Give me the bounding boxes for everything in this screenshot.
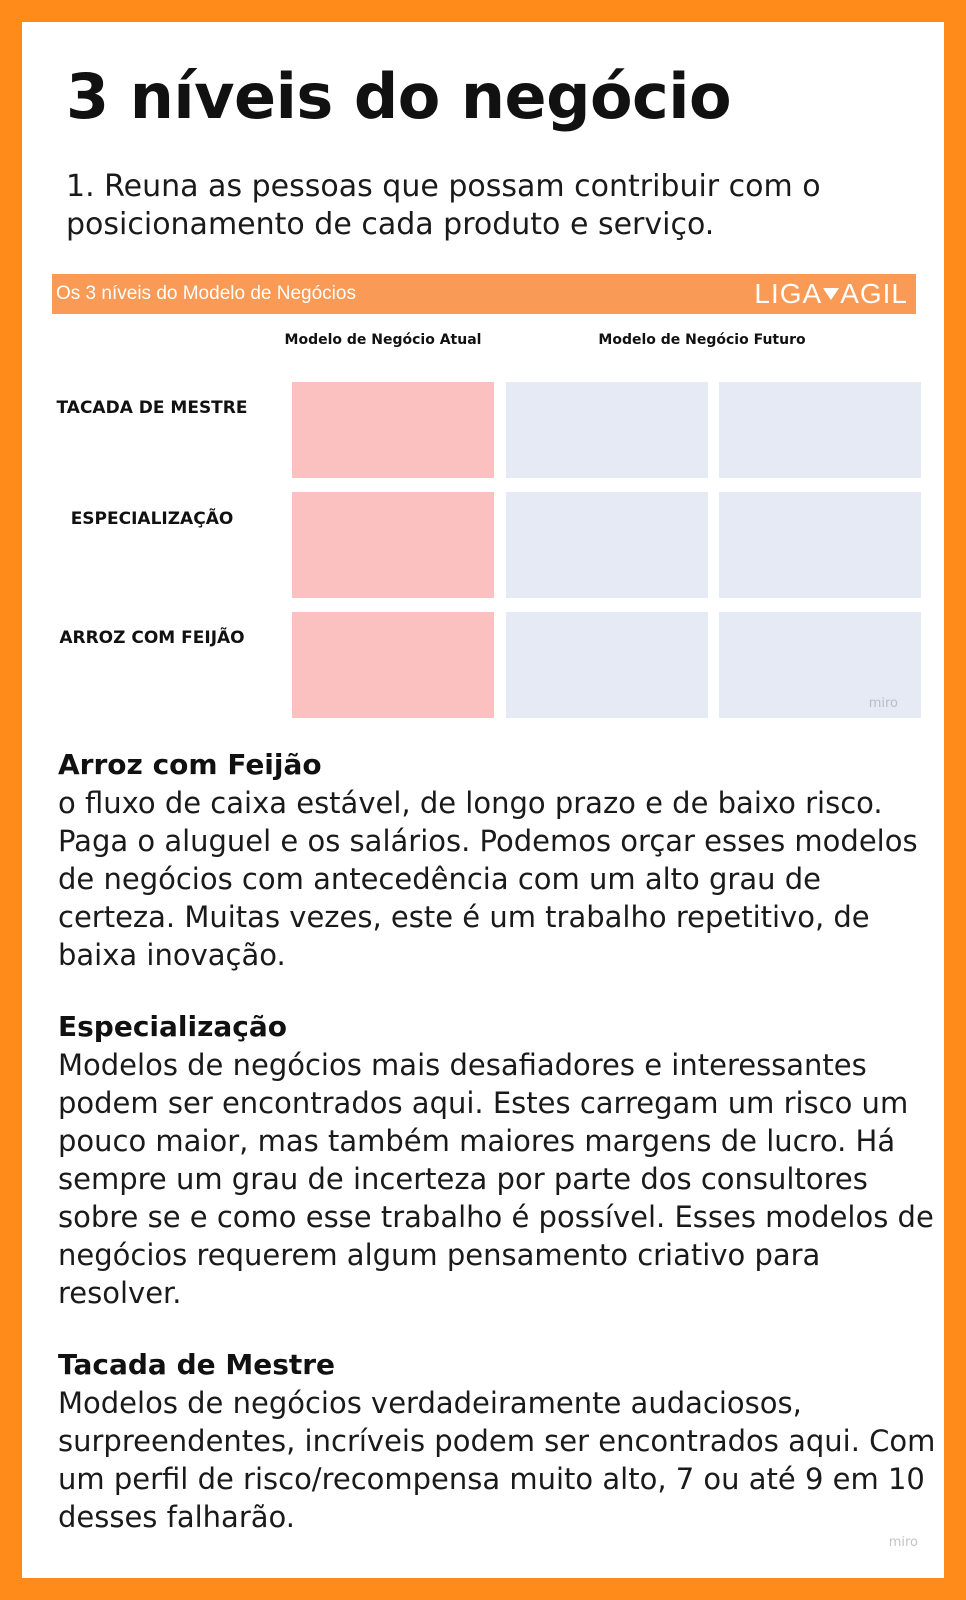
cell-current-especializacao[interactable] [292,492,494,598]
board-title: Os 3 níveis do Modelo de Negócios [56,283,356,304]
board-miro-watermark: miro [868,696,898,711]
section-body: Modelos de negócios mais desafiadores e interessantes podem ser encontrados aqui. Estes carregam um risco um pouco maior, mas também maiores margens de lucro. Há sempre um grau de incerteza por parte dos consultores sobre se e como esse trabalho é possível. Esses modelos de negócios requerem algum pensamento criativo para resolver. [58,1048,934,1310]
column-header-future: Modelo de Negócio Futuro [598,332,806,348]
section-tacada-de-mestre [58,1346,938,1536]
content-card [22,22,944,1578]
cell-future-tacada-1[interactable] [506,382,708,478]
cell-future-tacada-2[interactable] [719,382,921,478]
section-heading: Especialização [58,1010,288,1043]
liga-agil-logo [754,278,908,310]
page-title: 3 níveis do negócio [66,60,732,133]
board-header [52,274,916,314]
section-especializacao [58,1008,938,1312]
section-body: Modelos de negócios verdadeiramente audaciosos, surpreendentes, incríveis podem ser encontrados aqui. Com um perfil de risco/recompensa muito alto, 7 ou até 9 em 10 desses falharão. [58,1386,936,1534]
row-label-especializacao: ESPECIALIZAÇÃO [70,509,234,529]
logo-text-right: AGIL [840,278,908,309]
logo-text-left: LIGA [754,278,823,309]
row-label-arroz-com-feijao: ARROZ COM FEIJÃO [59,628,245,648]
cell-future-arroz-1[interactable] [506,612,708,718]
business-model-board [52,274,916,720]
cell-future-especializacao-1[interactable] [506,492,708,598]
logo-triangle-icon [823,288,839,300]
page-miro-watermark: miro [888,1535,918,1550]
section-arroz-com-feijao [58,746,938,974]
cell-future-especializacao-2[interactable] [719,492,921,598]
section-body: o fluxo de caixa estável, de longo prazo e de baixo risco. Paga o aluguel e os salários. Podemos orçar esses modelos de negócios com antecedência com um alto grau de certeza. Muitas vezes, este é um trabalho repetitivo, de baixa inovação. [58,786,918,972]
column-header-current: Modelo de Negócio Atual [284,332,482,348]
row-label-tacada-de-mestre: TACADA DE MESTRE [56,398,248,418]
cell-current-tacada[interactable] [292,382,494,478]
cell-current-arroz[interactable] [292,612,494,718]
section-heading: Tacada de Mestre [58,1348,336,1381]
step-instruction: 1. Reuna as pessoas que possam contribuir com o posicionamento de cada produto e serviço. [66,169,821,242]
section-heading: Arroz com Feijão [58,748,322,781]
